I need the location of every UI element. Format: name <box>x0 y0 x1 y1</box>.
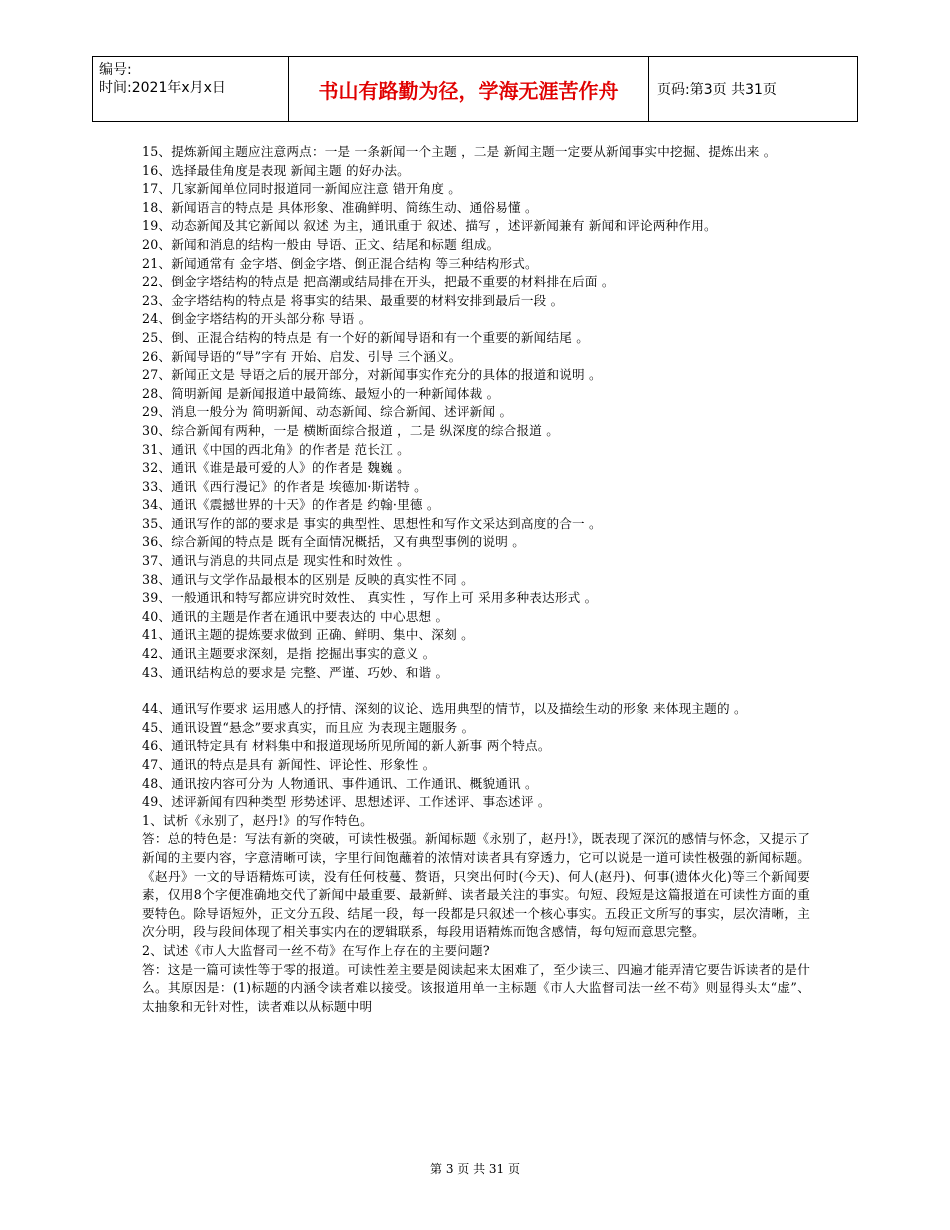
text-line: 32、通讯《谁是最可爱的人》的作者是 魏巍 。 <box>142 460 410 476</box>
text-line: 24、倒金字塔结构的开头部分称 导语 。 <box>142 311 372 327</box>
document-number-label: 编号: <box>99 62 132 78</box>
text-line: 2、试述《市人大监督司一丝不苟》在写作上存在的主要问题? <box>142 942 490 958</box>
text-line: 41、通讯主题的提炼要求做到 正确、鲜明、集中、深刻 。 <box>142 627 474 643</box>
text-line: 答：这是一篇可读性等于零的报道。可读性差主要是阅读起来太困难了，至少读三、四遍才能弄清它要告诉读者的是什么。其原因是：(1)标题的内涵令读者难以接受。该报道用单一主标题《市人大监督司法一丝不苟》则显得头太“虚”、太抽象和无针对性，读者难以从标题中明 <box>142 961 810 1014</box>
text-line: 49、述评新闻有四种类型 形势述评、思想述评、工作述评、事态述评 。 <box>142 794 551 810</box>
text-line: 39、一般通讯和特写都应讲究时效性、 真实性 ，写作上可 采用多种表达形式 。 <box>142 590 598 606</box>
text-line: 47、通讯的特点是具有 新闻性、评论性、形象性 。 <box>142 757 436 772</box>
text-line: 22、倒金字塔结构的特点是 把高潮或结局排在开头，把最不重要的材料排在后面 。 <box>142 274 615 290</box>
document-time-label: 时间:2021年x月x日 <box>99 80 226 96</box>
text-line: 28、简明新闻 是新闻报道中最简练、最短小的一种新闻体裁 。 <box>142 385 500 401</box>
text-line: 37、通讯与消息的共同点是 现实性和时效性 。 <box>142 553 410 569</box>
text-line: 17、几家新闻单位同时报道同一新闻应注意 错开角度 。 <box>142 181 462 197</box>
text-line: 20、新闻和消息的结构一般由 导语、正文、结尾和标题 组成。 <box>142 236 500 252</box>
page-header <box>92 56 858 122</box>
text-line: 29、消息一般分为 简明新闻、动态新闻、综合新闻、述评新闻 。 <box>142 404 513 420</box>
header-meta <box>93 57 289 121</box>
header-motto: 书山有路勤为径，学海无涯苦作舟 <box>289 57 649 121</box>
text-line: 40、通讯的主题是作者在通讯中要表达的 中心思想 。 <box>142 608 449 624</box>
text-line: 18、新闻语言的特点是 具体形象、准确鲜明、简练生动、通俗易懂 。 <box>142 199 538 215</box>
header-page-info: 页码:第3页 共31页 <box>657 82 777 98</box>
text-line: 38、通讯与文学作品最根本的区别是 反映的真实性不同 。 <box>142 571 474 587</box>
text-line: 23、金字塔结构的特点是 将事实的结果、最重要的材料安排到最后一段 。 <box>142 292 564 308</box>
text-line: 15、提炼新闻主题应注意两点：一是 一条新闻一个主题 ，二是 新闻主题一定要从新闻事实中挖掘、提炼出来 。 <box>142 144 777 159</box>
text-line: 33、通讯《西行漫记》的作者是 埃德加·斯诺特 。 <box>142 478 427 494</box>
text-line: 31、通讯《中国的西北角》的作者是 范长江 。 <box>142 441 410 457</box>
text-line: 答：总的特色是：写法有新的突破，可读性极强。新闻标题《永别了，赵丹!》，既表现了深沉的感情与怀念，又提示了新闻的主要内容，字意清晰可读，字里行间饱蘸着的浓情对读者具有穿透力，它可以说是一道可读性极强的新闻标题。《赵丹》一文的导语精炼可读，没有任何枝蔓、赘语，只突出何时(今天)、何人(赵丹)、何事(遗体火化)等三个新闻要素，仅用8个字便准确地交代了新闻中最重要、最新鲜、读者最关注的事实。句短、段短是这篇报道在可读性方面的重要特色。除导语短外，正文分五段、结尾一段，每一段都是只叙述一个核心事实。五段正文所写的事实，层次清晰，主次分明，段与段间体现了相关事实内在的逻辑联系，每段用语精炼而饱含感情，每句短而意思完整。 <box>142 831 810 940</box>
text-line: 44、通讯写作要求 运用感人的抒情、深刻的议论、选用典型的情节，以及描绘生动的形象 来体现主题的 。 <box>142 701 747 717</box>
document-body <box>142 143 810 1016</box>
text-line: 27、新闻正文是 导语之后的展开部分，对新闻事实作充分的具体的报道和说明 。 <box>142 367 602 383</box>
text-line: 21、新闻通常有 金字塔、倒金字塔、倒正混合结构 等三种结构形式。 <box>142 255 538 271</box>
text-line: 19、动态新闻及其它新闻以 叙述 为主，通讯重于 叙述、描写 ，述评新闻兼有 新闻和评论两种作用。 <box>142 218 717 234</box>
text-line: 46、通讯特定具有 材料集中和报道现场所见所闻的新人新事 两个特点。 <box>142 738 551 754</box>
text-line: 42、通讯主题要求深刻，是指 挖掘出事实的意义 。 <box>142 646 436 662</box>
text-line: 45、通讯设置“悬念”要求真实，而且应 为表现主题服务 。 <box>142 719 475 735</box>
page-footer: 第 3 页 共 31 页 <box>430 1162 520 1176</box>
text-line: 25、倒、正混合结构的特点是 有一个好的新闻导语和有一个重要的新闻结尾 。 <box>142 329 590 345</box>
text-line: 48、通讯按内容可分为 人物通讯、事件通讯、工作通讯、概貌通讯 。 <box>142 775 538 791</box>
text-line: 35、通讯写作的部的要求是 事实的典型性、思想性和写作文采达到高度的合一 。 <box>142 515 602 531</box>
text-line: 36、综合新闻的特点是 既有全面情况概括，又有典型事例的说明 。 <box>142 534 526 550</box>
text-line: 30、综合新闻有两种，一是 横断面综合报道 ，二是 纵深度的综合报道 。 <box>142 422 560 438</box>
paragraph-gap <box>142 682 810 700</box>
text-line: 26、新闻导语的“导”字有 开始、启发、引导 三个涵义。 <box>142 348 462 364</box>
question-list-part-1 <box>142 143 810 682</box>
text-line: 1、试析《永别了，赵丹!》的写作特色。 <box>142 812 373 828</box>
text-line: 43、通讯结构总的要求是 完整、严谨、巧妙、和谐 。 <box>142 664 449 680</box>
text-line: 16、选择最佳角度是表现 新闻主题 的好办法。 <box>142 162 410 178</box>
question-list-part-2 <box>142 700 810 1016</box>
text-line: 34、通讯《震撼世界的十天》的作者是 约翰·里德 。 <box>142 497 440 513</box>
